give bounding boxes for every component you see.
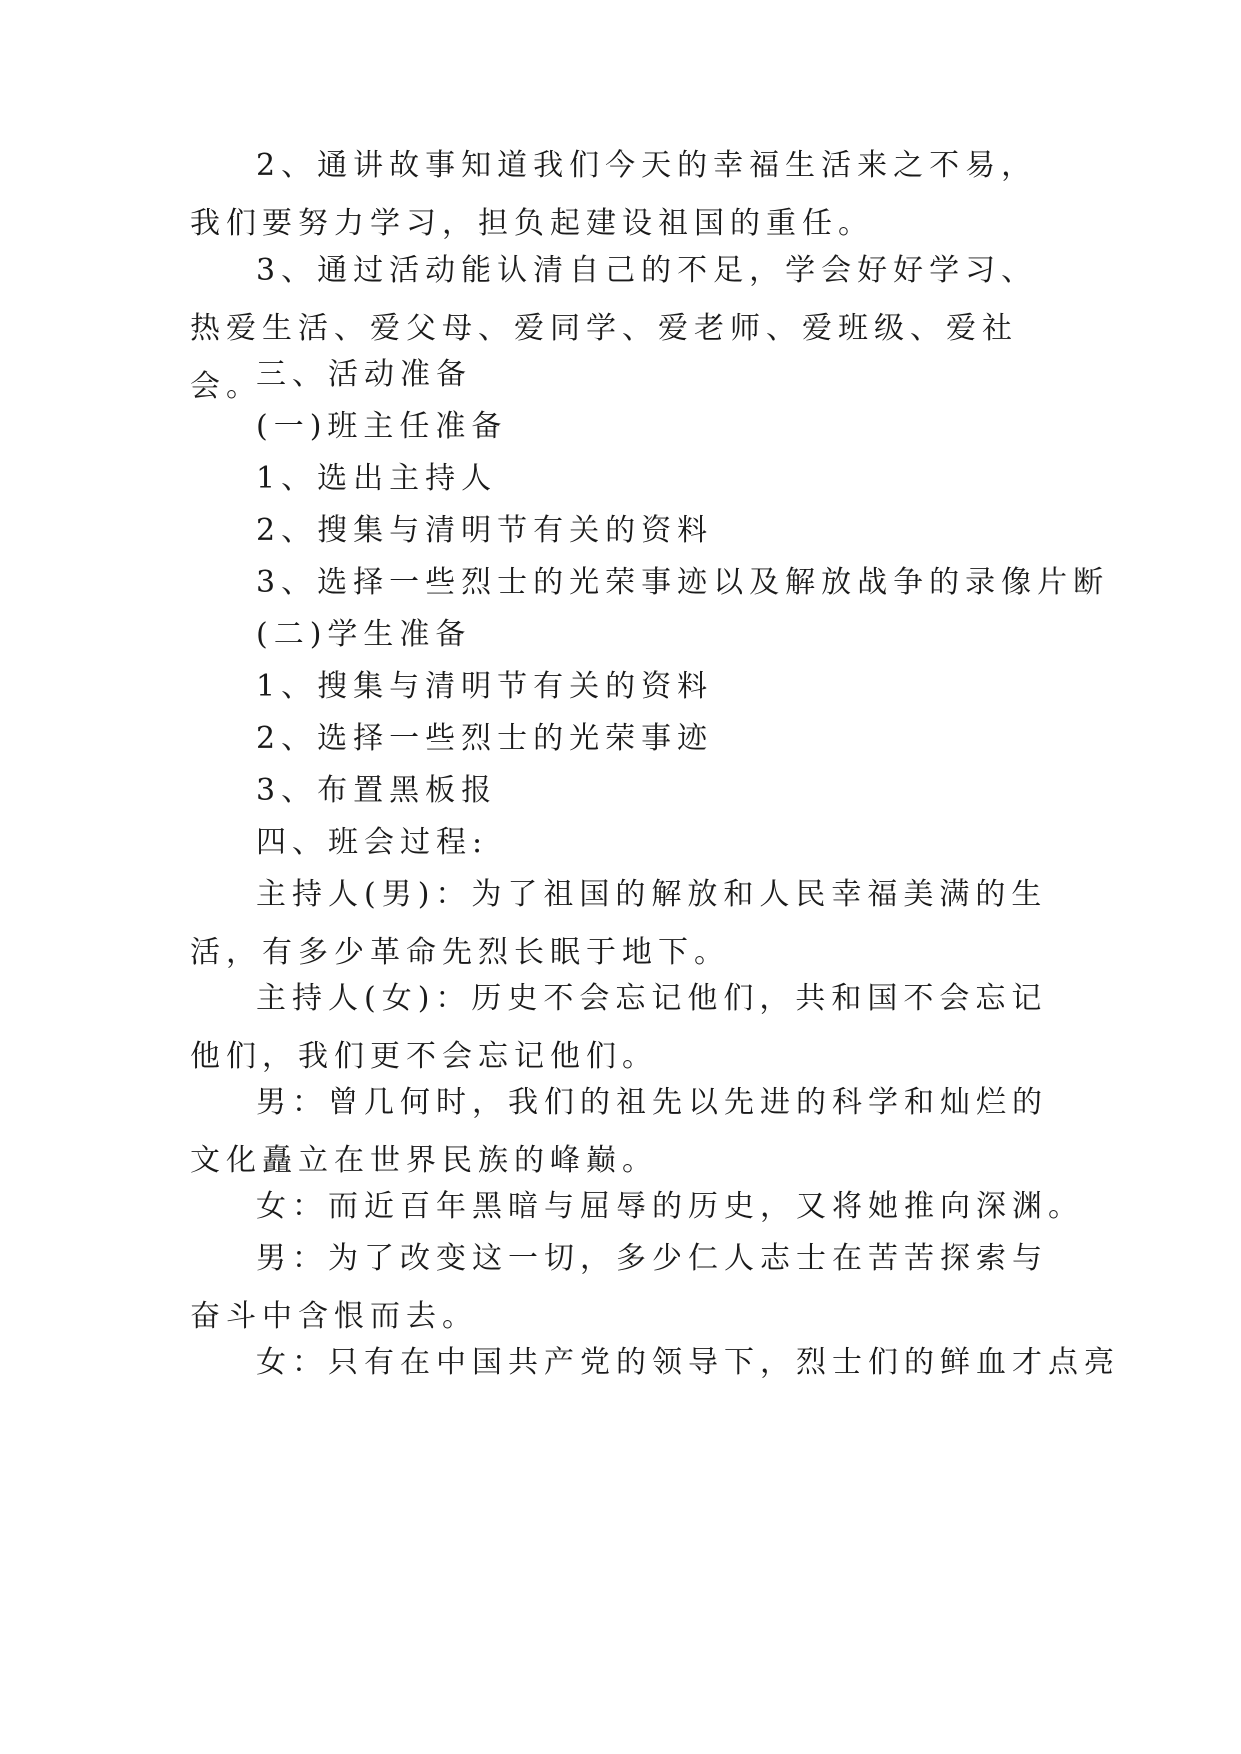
section-heading-activity-prep: 三、活动准备 <box>256 357 472 392</box>
dialogue-line: 主持人(女)：历史不会忘记他们，共和国不会忘记他们，我们更不会忘记他们。 <box>190 981 1048 1074</box>
list-item: 1、搜集与清明节有关的资料 <box>256 669 714 704</box>
list-item: 3、选择一些烈士的光荣事迹以及解放战争的录像片断 <box>256 565 1110 600</box>
dialogue-line: 主持人(男)：为了祖国的解放和人民幸福美满的生活，有多少革命先烈长眠于地下。 <box>190 877 1048 970</box>
list-item: 2、搜集与清明节有关的资料 <box>256 513 714 548</box>
list-item: 2、选择一些烈士的光荣事迹 <box>256 721 714 756</box>
dialogue-line: 女：只有在中国共产党的领导下，烈士们的鲜血才点亮 <box>256 1345 1120 1380</box>
subheading-student-prep: (二)学生准备 <box>256 617 472 652</box>
paragraph-goal-3: 3、通过活动能认清自己的不足，学会好好学习、热爱生活、爱父母、爱同学、爱老师、爱班级、爱社会。 <box>190 253 1038 404</box>
paragraph-goal-2: 2、通讲故事知道我们今天的幸福生活来之不易，我们要努力学习，担负起建设祖国的重任。 <box>190 148 1038 241</box>
dialogue-line: 男：曾几何时，我们的祖先以先进的科学和灿烂的文化矗立在世界民族的峰巅。 <box>190 1085 1048 1178</box>
document-page <box>190 0 1120 1754</box>
list-item: 1、选出主持人 <box>256 461 498 496</box>
subheading-teacher-prep: (一)班主任准备 <box>256 409 508 444</box>
list-item: 3、布置黑板报 <box>256 773 498 808</box>
section-heading-meeting-process: 四、班会过程: <box>256 825 489 860</box>
dialogue-line: 男：为了改变这一切，多少仁人志士在苦苦探索与奋斗中含恨而去。 <box>190 1241 1048 1334</box>
dialogue-line: 女：而近百年黑暗与屈辱的历史，又将她推向深渊。 <box>256 1189 1084 1224</box>
